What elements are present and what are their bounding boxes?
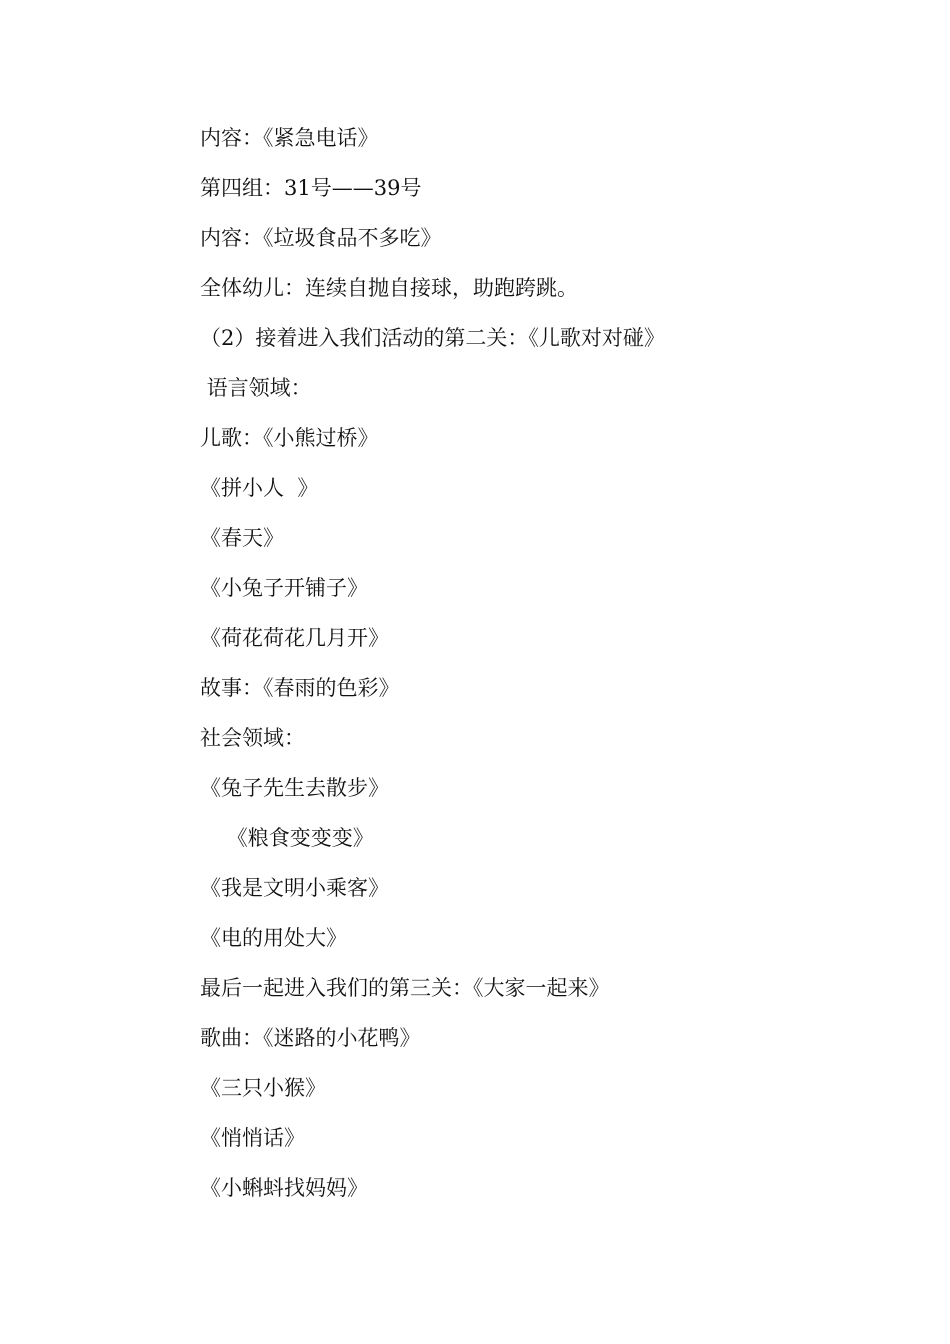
document-body	[200, 113, 665, 1213]
text-line-grain-change: 《粮食变变变》	[200, 826, 374, 850]
text-line-rhyme-little-person: 《拼小人 》	[200, 476, 319, 500]
text-line-rhyme-lotus: 《荷花荷花几月开》	[200, 626, 389, 650]
text-line-civilized-passenger: 《我是文明小乘客》	[200, 876, 389, 900]
text-line-all-children: 全体幼儿：连续自抛自接球，助跑跨跳。	[200, 276, 578, 300]
text-line-three-monkeys: 《三只小猴》	[200, 1076, 326, 1100]
text-line-content-emergency-call: 内容：《紧急电话》	[200, 126, 379, 150]
text-line-tadpole: 《小蝌蚪找妈妈》	[200, 1176, 368, 1200]
text-line-whisper: 《悄悄话》	[200, 1126, 305, 1150]
text-line-group-four: 第四组：31号——39号	[200, 176, 422, 200]
text-line-language-domain: 语言领域：	[200, 376, 312, 400]
text-line-story-spring-rain: 故事：《春雨的色彩》	[200, 676, 400, 700]
text-line-rhyme-spring: 《春天》	[200, 526, 284, 550]
text-line-social-domain: 社会领域：	[200, 726, 305, 750]
text-line-rhyme-rabbit-shop: 《小兔子开铺子》	[200, 576, 368, 600]
text-line-third-level: 最后一起进入我们的第三关：《大家一起来》	[200, 976, 610, 1000]
text-line-nursery-rhyme-bear: 儿歌：《小熊过桥》	[200, 426, 379, 450]
text-line-song-lost-duck: 歌曲：《迷路的小花鸭》	[200, 1026, 421, 1050]
text-line-electricity-use: 《电的用处大》	[200, 926, 347, 950]
text-line-second-level: （2）接着进入我们活动的第二关：《儿歌对对碰》	[200, 326, 665, 350]
text-line-rabbit-walk: 《兔子先生去散步》	[200, 776, 389, 800]
text-line-content-junk-food: 内容：《垃圾食品不多吃》	[200, 226, 442, 250]
